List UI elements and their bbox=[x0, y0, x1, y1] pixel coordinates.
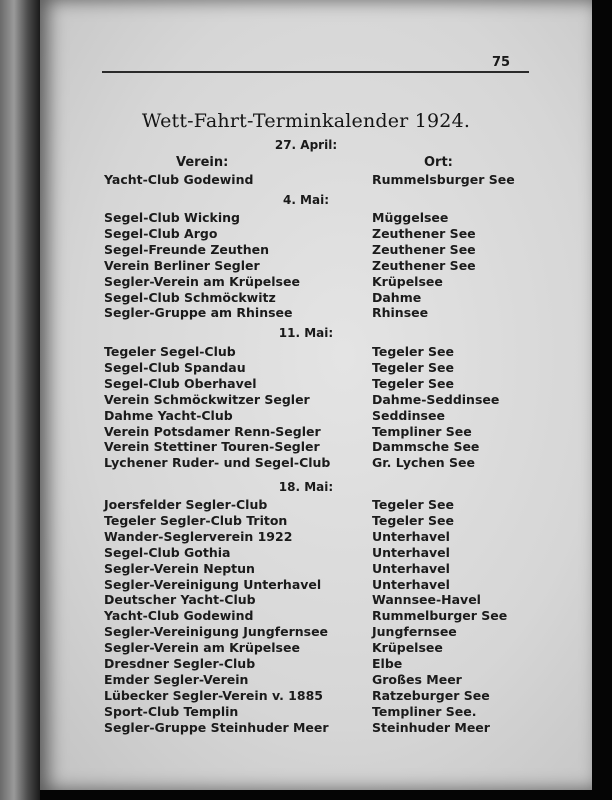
venue-name: Unterhavel bbox=[372, 544, 450, 560]
club-name: Tegeler Segel-Club bbox=[104, 344, 236, 359]
club-name: Segel-Club Spandau bbox=[104, 359, 246, 375]
club-name: Yacht-Club Godewind bbox=[104, 608, 254, 624]
list-item bbox=[0, 624, 612, 640]
venue-name: Krüpelsee bbox=[372, 640, 443, 656]
list-item bbox=[0, 408, 612, 424]
club-name: Sport-Club Templin bbox=[104, 703, 239, 719]
club-name: Segler-Verein Neptun bbox=[104, 560, 255, 576]
club-name: Segler-Gruppe Steinhuder Meer bbox=[104, 719, 329, 735]
venue-name: Zeuthener See bbox=[372, 225, 476, 241]
venue-name: Dammsche See bbox=[372, 439, 480, 455]
venue-name: Unterhavel bbox=[372, 528, 450, 544]
club-name: Segel-Club Argo bbox=[104, 225, 218, 241]
club-name: Segel-Freunde Zeuthen bbox=[104, 241, 270, 257]
list-item bbox=[0, 688, 612, 704]
venue-name: Tegeler See bbox=[372, 344, 455, 359]
club-name: Segler-Vereinigung Unterhavel bbox=[104, 576, 322, 592]
list-item bbox=[0, 640, 612, 656]
list-item bbox=[0, 608, 612, 624]
venue-name: Elbe bbox=[372, 656, 403, 671]
club-name: Segel-Club Wicking bbox=[104, 210, 240, 225]
club-name: Segel-Club Oberhavel bbox=[104, 375, 257, 391]
section-date: 4. Mai: bbox=[282, 193, 330, 207]
list-item bbox=[0, 172, 612, 188]
venue-name: Seddinsee bbox=[372, 407, 445, 423]
venue-name: Unterhavel bbox=[372, 560, 450, 576]
venue-name: Rummelsburger See bbox=[372, 172, 515, 187]
venue-name: Gr. Lychen See bbox=[372, 455, 476, 471]
club-name: Segler-Vereinigung Jungfernsee bbox=[104, 624, 329, 640]
venue-name: Jungfernsee bbox=[372, 624, 457, 640]
venue-name: Dahme bbox=[372, 289, 422, 305]
list-item bbox=[0, 720, 612, 736]
venue-name: Tegeler See bbox=[372, 359, 455, 375]
venue-name: Rummelburger See bbox=[372, 608, 508, 624]
venue-name: Krüpelsee bbox=[372, 273, 443, 289]
list-item bbox=[0, 344, 612, 360]
list-item bbox=[0, 424, 612, 440]
venue-name: Müggelsee bbox=[372, 210, 449, 225]
list-item bbox=[0, 545, 612, 561]
list-item bbox=[0, 305, 612, 321]
club-name: Yacht-Club Godewind bbox=[104, 172, 254, 187]
list-item bbox=[0, 392, 612, 408]
venue-name: Zeuthener See bbox=[372, 257, 476, 273]
list-item bbox=[0, 656, 612, 672]
club-name: Verein Berliner Segler bbox=[104, 257, 260, 273]
club-name: Deutscher Yacht-Club bbox=[104, 592, 256, 608]
list-item bbox=[0, 672, 612, 688]
venue-name: Unterhavel bbox=[372, 576, 450, 592]
venue-name: Großes Meer bbox=[372, 671, 462, 687]
list-item bbox=[0, 274, 612, 290]
club-name: Tegeler Segler-Club Triton bbox=[104, 512, 288, 528]
list-item bbox=[0, 704, 612, 720]
list-item bbox=[0, 360, 612, 376]
venue-name: Templiner See. bbox=[372, 703, 477, 719]
club-name: Segel-Club Schmöckwitz bbox=[104, 289, 276, 305]
venue-name: Tegeler See bbox=[372, 375, 455, 391]
venue-name: Tegeler See bbox=[372, 512, 455, 528]
club-name: Verein Stettiner Touren-Segler bbox=[104, 439, 320, 455]
venue-name: Ratzeburger See bbox=[372, 687, 490, 703]
club-name: Verein Schmöckwitzer Segler bbox=[104, 391, 310, 407]
venue-name: Steinhuder Meer bbox=[372, 719, 490, 735]
club-name: Segler-Verein am Krüpelsee bbox=[104, 273, 300, 289]
list-item bbox=[0, 439, 612, 455]
venue-name: Dahme-Seddinsee bbox=[372, 391, 500, 407]
list-item bbox=[0, 210, 612, 226]
venue-name: Rhinsee bbox=[372, 305, 429, 321]
club-name: Segler-Gruppe am Rhinsee bbox=[104, 305, 293, 321]
list-item bbox=[0, 497, 612, 513]
list-item bbox=[0, 513, 612, 529]
club-name: Verein Potsdamer Renn-Segler bbox=[104, 423, 321, 439]
venue-name: Wannsee-Havel bbox=[372, 592, 481, 608]
list-item bbox=[0, 592, 612, 608]
club-name: Segler-Verein am Krüpelsee bbox=[104, 640, 300, 656]
list-item bbox=[0, 258, 612, 274]
page-number: 75 bbox=[492, 55, 511, 70]
list-item bbox=[0, 226, 612, 242]
list-item bbox=[0, 242, 612, 258]
section-date: 27. April: bbox=[274, 138, 338, 152]
club-name: Dahme Yacht-Club bbox=[104, 407, 233, 423]
club-name: Lübecker Segler-Verein v. 1885 bbox=[104, 687, 323, 703]
list-item bbox=[0, 376, 612, 392]
venue-name: Templiner See bbox=[372, 423, 472, 439]
venue-name: Tegeler See bbox=[372, 497, 455, 512]
club-name: Segel-Club Gothia bbox=[104, 544, 231, 560]
club-name: Joersfelder Segler-Club bbox=[104, 497, 268, 512]
list-item bbox=[0, 455, 612, 471]
column-header-club: Verein: bbox=[176, 155, 229, 170]
column-header-place: Ort: bbox=[424, 155, 453, 170]
club-name: Wander-Seglerverein 1922 bbox=[104, 528, 293, 544]
club-name: Emder Segler-Verein bbox=[104, 671, 249, 687]
venue-name: Zeuthener See bbox=[372, 241, 476, 257]
club-name: Lychener Ruder- und Segel-Club bbox=[104, 455, 331, 471]
list-item bbox=[0, 290, 612, 306]
page-title: Wett-Fahrt-Terminkalender 1924. bbox=[141, 110, 471, 132]
list-item bbox=[0, 529, 612, 545]
club-name: Dresdner Segler-Club bbox=[104, 656, 256, 671]
section-date: 11. Mai: bbox=[278, 326, 334, 340]
list-item bbox=[0, 561, 612, 577]
list-item bbox=[0, 577, 612, 593]
section-date: 18. Mai: bbox=[278, 480, 334, 494]
